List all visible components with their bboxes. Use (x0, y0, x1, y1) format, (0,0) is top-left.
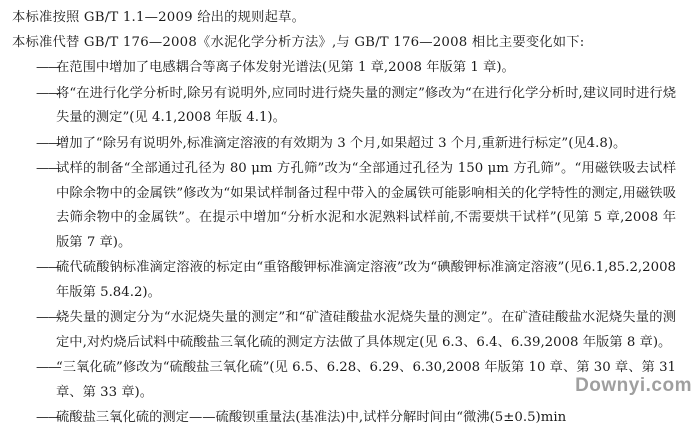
list-item-text: 在范围中增加了电感耦合等离子体发射光谱法(见第 1 章,2008 年版第 1 章)。 (56, 60, 515, 75)
list-item (10, 306, 676, 355)
list-item-text: 试样的制备“全部通过孔径为 80 μm 方孔筛”改为“全部通过孔径为 150 μm 方孔筛”。“用磁铁吸去试样中除余物中的金属铁”修改为“如果试样制备过程中带入的金属铁可能影响相关的化学特性的测定,用磁铁吸去筛余物中的金属铁”。在提示中增加“分析水泥和水泥熟料试样前,不需要烘干试样”(见第 5 章,2008 年版第 7 章)。 (56, 161, 676, 250)
list-item-dash: —— (36, 260, 61, 275)
list-item-dash: —— (36, 310, 61, 325)
list-item (10, 406, 676, 431)
list-item (10, 132, 676, 157)
list-item-text: 将“在进行化学分析时,除另有说明外,应同时进行烧失量的测定”修改为“在进行化学分析时,建议同时进行烧失量的测定”(见 4.1,2008 年版 4.1)。 (56, 85, 676, 125)
intro-paragraph-1: 本标准按照 GB/T 1.1—2009 给出的规则起草。 (12, 10, 306, 25)
list-item-dash: —— (36, 135, 61, 151)
list-item-text: 增加了“除另有说明外,标准滴定溶液的有效期为 3 个月,如果超过 3 个月,重新进行标定”(见4.8)。 (56, 135, 627, 151)
list-item-dash: —— (36, 161, 61, 176)
intro-paragraph-2: 本标准代替 GB/T 176—2008《水泥化学分析方法》,与 GB/T 176—2008 相比主要变化如下: (12, 34, 585, 50)
list-item-dash: —— (36, 85, 61, 101)
list-item-text: 硫代硫酸钠标准滴定溶液的标定由“重铬酸钾标准滴定溶液”改为“碘酸钾标准滴定溶液”(见6.1,85.2,2008 年版第 5.84.2)。 (56, 260, 676, 300)
watermark (575, 375, 692, 397)
watermark-suffix: .com (645, 375, 692, 396)
watermark-text: Downyi (575, 375, 646, 396)
list-item (10, 256, 676, 305)
list-item-dash: —— (36, 410, 61, 425)
list-item-text: 烧失量的测定分为“水泥烧失量的测定”和“矿渣硅酸盐水泥烧失量的测定”。在矿渣硅酸盐水泥烧失量的测定中,对灼烧后试料中硫酸盐三氧化硫的测定方法做了具体规定(见 6.3、6.4、6.39,2008 年版第 8 章)。 (56, 310, 676, 350)
list-item (10, 56, 676, 81)
list-item-dash: —— (36, 60, 61, 75)
list-item-text: “三氧化硫”修改为“硫酸盐三氧化硫”(见 6.5、6.28、6.29、6.30,2008 年版第 10 章、第 30 章、第 31 章、第 33 章)。 (56, 360, 676, 400)
list-item (10, 157, 676, 255)
list-item-text: 硫酸盐三氧化硫的测定——硫酸钡重量法(基准法)中,试样分解时间由“微沸(5±0.5)min (56, 410, 567, 425)
list-item (10, 82, 676, 131)
list-item-dash: —— (36, 360, 61, 375)
